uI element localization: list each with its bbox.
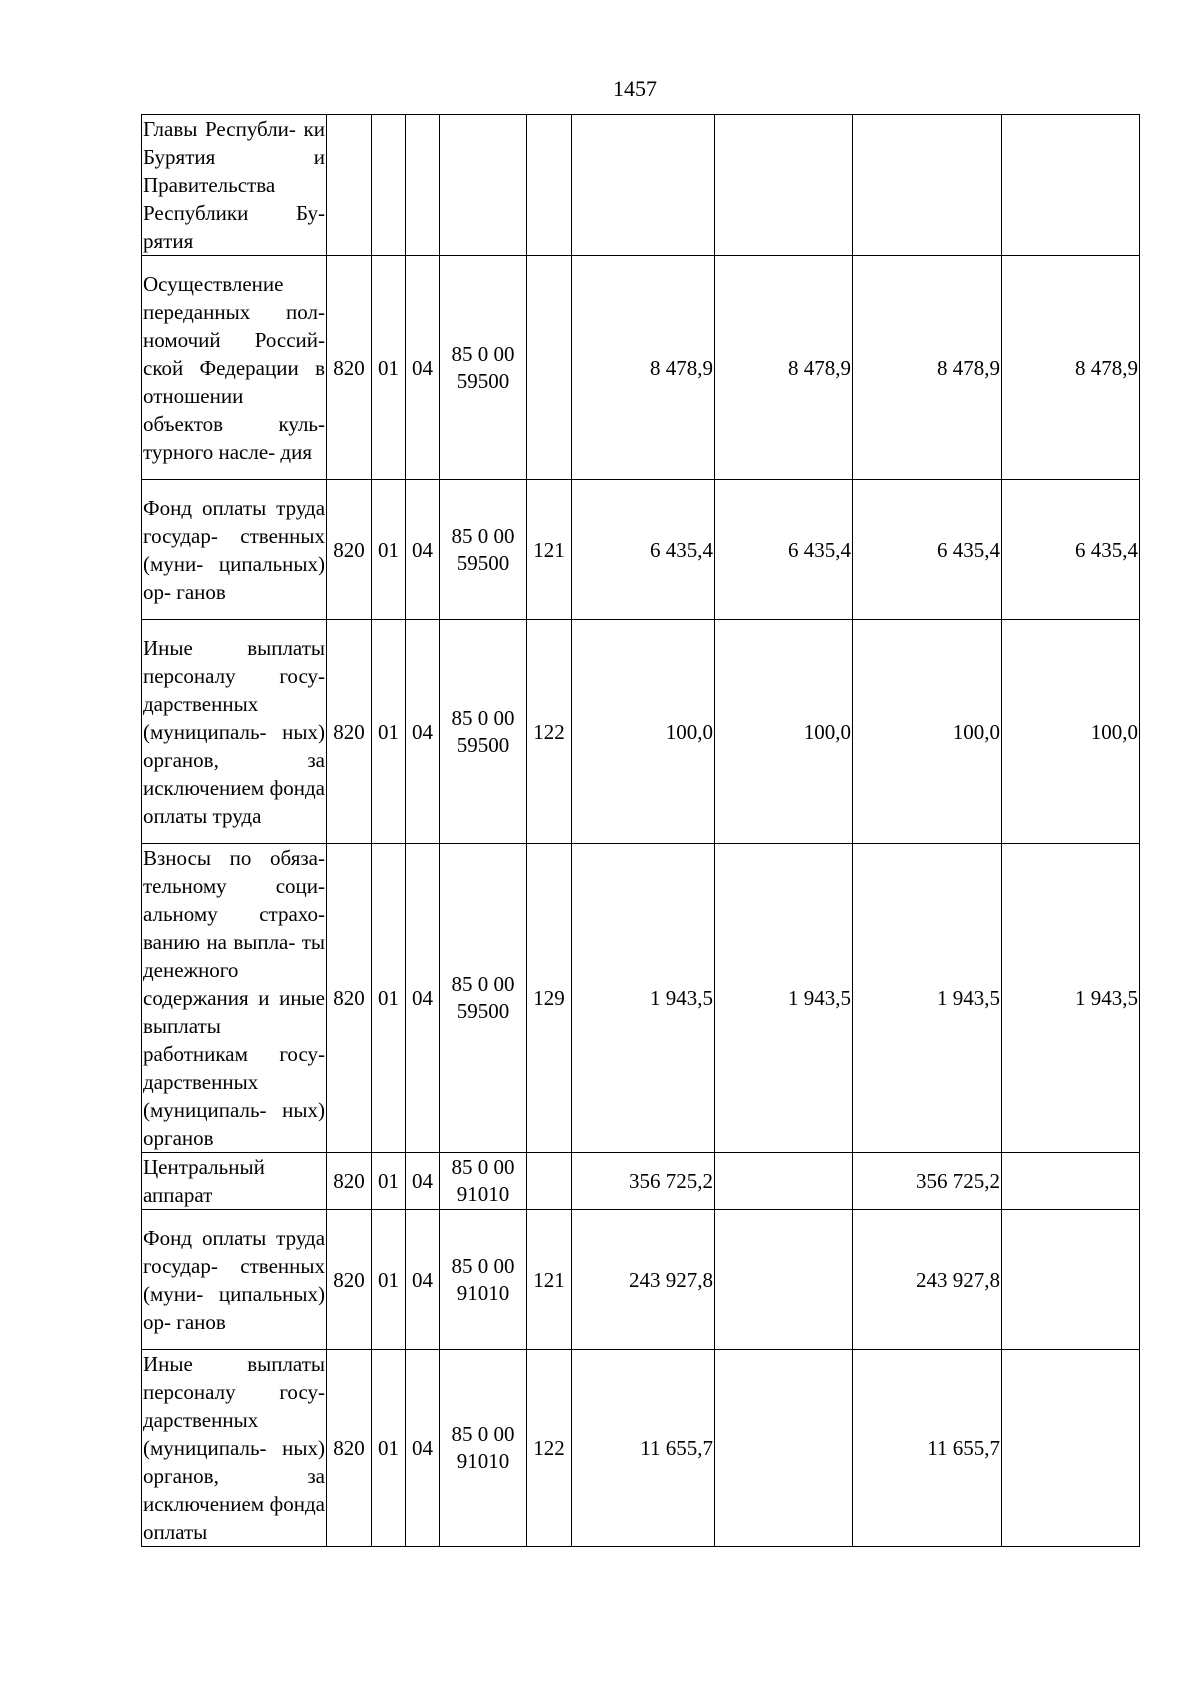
- expense-name-line: труда: [212, 803, 262, 828]
- expense-name-cell: [142, 115, 327, 256]
- section-code: 01: [378, 719, 399, 744]
- expense-name-line: (муниципаль-: [143, 1098, 267, 1122]
- amount-cell-1: [572, 256, 715, 480]
- amount-1: 100,0: [665, 719, 713, 744]
- expense-name-line: дарственных: [143, 691, 259, 716]
- amount-cell-2: [715, 1350, 853, 1547]
- table-row: [142, 1350, 1140, 1547]
- expense-name-line: иные выплаты: [143, 986, 325, 1038]
- amount-cell-2: [715, 115, 853, 256]
- amount-cell-4: [1002, 480, 1140, 620]
- expense-name-line: ственных (муни-: [143, 1253, 325, 1306]
- amount-cell-3: [853, 115, 1002, 256]
- amount-cell-4: [1002, 115, 1140, 256]
- table-row: [142, 1153, 1140, 1210]
- expense-type-cell: [527, 1153, 572, 1210]
- expense-name-line: Центральный: [143, 1155, 265, 1179]
- subsection-code: 04: [412, 1169, 433, 1193]
- amount-3: 100,0: [952, 719, 1000, 744]
- expense-name-line: работникам госу-: [143, 1042, 325, 1066]
- amount-2: 6 435,4: [788, 537, 851, 562]
- ministry-code: 820: [333, 986, 365, 1010]
- page-number: 1457: [613, 76, 657, 101]
- amount-4: 100,0: [1090, 719, 1138, 744]
- expense-name-line: аппарат: [143, 1183, 213, 1207]
- target-article-line: 85 0 00: [451, 705, 515, 730]
- section-code-cell: [372, 480, 406, 620]
- amount-cell-1: [572, 844, 715, 1153]
- ministry-code-cell: [327, 1153, 372, 1210]
- expense-name-cell: [142, 1350, 327, 1547]
- expense-name-line: ственных (муни-: [143, 523, 325, 576]
- expense-name-line: Взносы по обяза-: [143, 846, 325, 870]
- target-article-line: 59500: [456, 999, 510, 1023]
- section-code-cell: [372, 1350, 406, 1547]
- target-article-cell: [440, 1350, 527, 1547]
- expense-name-line: тельному соци-: [143, 874, 325, 898]
- expense-name-line: турного насле-: [143, 439, 276, 464]
- expense-name-line: Фонд оплаты: [143, 1225, 267, 1250]
- expense-name-line: ганов: [176, 579, 226, 604]
- amount-cell-1: [572, 1350, 715, 1547]
- amount-4: 6 435,4: [1075, 537, 1138, 562]
- amount-cell-1: [572, 1153, 715, 1210]
- expense-name-line: дия: [280, 439, 312, 464]
- amount-cell-2: [715, 256, 853, 480]
- amount-cell-4: [1002, 1350, 1140, 1547]
- section-code-cell: [372, 844, 406, 1153]
- subsection-code-cell: [406, 1350, 440, 1547]
- amount-cell-3: [853, 480, 1002, 620]
- expense-name-line: Иные выплаты: [143, 1352, 325, 1376]
- expense-name-line: ты денежного: [143, 930, 326, 982]
- subsection-code-cell: [406, 115, 440, 256]
- amount-cell-1: [572, 480, 715, 620]
- target-article-line: 91010: [456, 1280, 510, 1305]
- ministry-code: 820: [333, 355, 365, 380]
- amount-cell-1: [572, 115, 715, 256]
- expense-name-line: (муниципаль-: [143, 719, 267, 744]
- subsection-code-cell: [406, 1210, 440, 1350]
- expense-type-cell: [527, 620, 572, 844]
- expense-type-cell: [527, 1350, 572, 1547]
- amount-cell-1: [572, 620, 715, 844]
- expense-name-line: дарственных: [143, 1408, 259, 1432]
- section-code-cell: [372, 1210, 406, 1350]
- amount-cell-3: [853, 620, 1002, 844]
- section-code-cell: [372, 115, 406, 256]
- expense-name-line: (муниципаль-: [143, 1436, 267, 1460]
- amount-2: 1 943,5: [788, 986, 851, 1010]
- target-article-line: 85 0 00: [451, 523, 515, 548]
- expense-type-cell: [527, 256, 572, 480]
- table-row: [142, 480, 1140, 620]
- amount-cell-4: [1002, 844, 1140, 1153]
- subsection-code: 04: [412, 537, 433, 562]
- amount-cell-2: [715, 1210, 853, 1350]
- expense-type-cell: [527, 844, 572, 1153]
- ministry-code: 820: [333, 719, 365, 744]
- expense-name-line: ванию на выпла-: [143, 930, 296, 954]
- expense-name-line: содержания и: [143, 986, 270, 1010]
- amount-cell-2: [715, 844, 853, 1153]
- expense-name-line: ганов: [176, 1309, 226, 1334]
- target-article-line: 91010: [456, 1182, 510, 1206]
- amount-cell-3: [853, 256, 1002, 480]
- amount-1: 11 655,7: [640, 1436, 713, 1460]
- amount-cell-2: [715, 620, 853, 844]
- target-article-line: 59500: [456, 732, 510, 757]
- amount-4: 1 943,5: [1075, 986, 1138, 1010]
- expense-name-cell: [142, 256, 327, 480]
- amount-1: 243 927,8: [629, 1267, 713, 1292]
- expense-type-cell: [527, 1210, 572, 1350]
- table-row: [142, 620, 1140, 844]
- expense-name-line: персоналу госу-: [143, 663, 325, 688]
- amount-cell-3: [853, 1153, 1002, 1210]
- amount-cell-4: [1002, 1210, 1140, 1350]
- expense-name-line: рятия: [143, 229, 194, 253]
- table-body: [142, 115, 1140, 1547]
- expense-type-code: 122: [533, 1436, 565, 1460]
- expense-name-line: Главы Республи-: [143, 117, 296, 141]
- ministry-code-cell: [327, 115, 372, 256]
- expense-name-line: Осуществление: [143, 271, 284, 296]
- expense-name-line: Иные выплаты: [143, 635, 325, 660]
- amount-cell-3: [853, 1210, 1002, 1350]
- expense-name-line: в отношении: [143, 355, 326, 408]
- expense-name-line: фонда оплаты: [143, 1492, 325, 1544]
- expense-name-line: ципальных) ор-: [143, 1281, 325, 1334]
- section-code: 01: [378, 1267, 399, 1292]
- amount-2: 100,0: [803, 719, 851, 744]
- amount-cell-3: [853, 844, 1002, 1153]
- target-article-line: 85 0 00: [451, 972, 515, 996]
- expense-name-line: персоналу госу-: [143, 1380, 325, 1404]
- amount-cell-4: [1002, 620, 1140, 844]
- amount-1: 6 435,4: [650, 537, 713, 562]
- section-code: 01: [378, 1169, 399, 1193]
- amount-cell-4: [1002, 1153, 1140, 1210]
- amount-3: 243 927,8: [916, 1267, 1000, 1292]
- expense-name-line: Республики Бу-: [143, 201, 325, 225]
- expense-name-line: труда государ-: [143, 1225, 326, 1278]
- subsection-code-cell: [406, 1153, 440, 1210]
- amount-cell-4: [1002, 256, 1140, 480]
- target-article-cell: [440, 480, 527, 620]
- budget-table: [141, 114, 1140, 1547]
- subsection-code-cell: [406, 620, 440, 844]
- section-code-cell: [372, 620, 406, 844]
- expense-name-line: исключением: [143, 775, 265, 800]
- expense-type-code: 129: [533, 986, 565, 1010]
- ministry-code: 820: [333, 1436, 365, 1460]
- section-code-cell: [372, 1153, 406, 1210]
- subsection-code-cell: [406, 256, 440, 480]
- amount-3: 1 943,5: [937, 986, 1000, 1010]
- ministry-code-cell: [327, 256, 372, 480]
- expense-name-line: Фонд оплаты: [143, 495, 267, 520]
- amount-3: 8 478,9: [937, 355, 1000, 380]
- ministry-code: 820: [333, 1267, 365, 1292]
- ministry-code: 820: [333, 537, 365, 562]
- target-article-cell: [440, 1153, 527, 1210]
- expense-name-line: исключением: [143, 1492, 265, 1516]
- amount-1: 356 725,2: [629, 1169, 713, 1193]
- table-row: [142, 844, 1140, 1153]
- section-code-cell: [372, 256, 406, 480]
- ministry-code-cell: [327, 1350, 372, 1547]
- amount-2: 8 478,9: [788, 355, 851, 380]
- target-article-line: 85 0 00: [451, 1253, 515, 1278]
- amount-3: 356 725,2: [916, 1169, 1000, 1193]
- section-code: 01: [378, 1436, 399, 1460]
- target-article-line: 85 0 00: [451, 1422, 515, 1446]
- target-article-cell: [440, 1210, 527, 1350]
- amount-cell-2: [715, 480, 853, 620]
- amount-3: 11 655,7: [927, 1436, 1000, 1460]
- subsection-code: 04: [412, 355, 433, 380]
- table-row: [142, 256, 1140, 480]
- expense-name-line: объектов куль-: [143, 411, 325, 436]
- target-article-cell: [440, 256, 527, 480]
- expense-name-line: номочий Россий-: [143, 327, 325, 352]
- target-article-line: 85 0 00: [451, 1155, 515, 1179]
- subsection-code: 04: [412, 1436, 433, 1460]
- expense-name-line: ципальных) ор-: [143, 551, 325, 604]
- target-article-line: 85 0 00: [451, 341, 515, 366]
- subsection-code: 04: [412, 986, 433, 1010]
- expense-name-line: переданных пол-: [143, 299, 325, 324]
- expense-type-code: 121: [533, 1267, 565, 1292]
- target-article-line: 91010: [456, 1449, 510, 1473]
- ministry-code-cell: [327, 844, 372, 1153]
- expense-name-line: ных) органов: [143, 1098, 325, 1150]
- amount-cell-3: [853, 1350, 1002, 1547]
- expense-type-cell: [527, 115, 572, 256]
- target-article-line: 59500: [456, 550, 510, 575]
- target-article-cell: [440, 844, 527, 1153]
- table-row: [142, 115, 1140, 256]
- expense-name-line: ных) органов, за: [143, 1436, 325, 1488]
- expense-type-code: 121: [533, 537, 565, 562]
- expense-name-cell: [142, 480, 327, 620]
- target-article-cell: [440, 620, 527, 844]
- expense-name-cell: [142, 1210, 327, 1350]
- ministry-code-cell: [327, 620, 372, 844]
- amount-1: 1 943,5: [650, 986, 713, 1010]
- expense-name-cell: [142, 1153, 327, 1210]
- ministry-code: 820: [333, 1169, 365, 1193]
- expense-name-line: Правительства: [143, 173, 276, 197]
- expense-type-code: 122: [533, 719, 565, 744]
- expense-name-line: ки Бурятия и: [143, 117, 325, 169]
- amount-4: 8 478,9: [1075, 355, 1138, 380]
- amount-3: 6 435,4: [937, 537, 1000, 562]
- expense-type-cell: [527, 480, 572, 620]
- amount-1: 8 478,9: [650, 355, 713, 380]
- target-article-line: 59500: [456, 368, 510, 393]
- expense-name-line: ных) органов, за: [143, 719, 325, 772]
- expense-name-cell: [142, 844, 327, 1153]
- subsection-code: 04: [412, 719, 433, 744]
- expense-name-line: труда государ-: [143, 495, 326, 548]
- expense-name-line: дарственных: [143, 1070, 259, 1094]
- expense-name-line: ской Федерации: [143, 355, 299, 380]
- subsection-code-cell: [406, 480, 440, 620]
- amount-cell-1: [572, 1210, 715, 1350]
- target-article-cell: [440, 115, 527, 256]
- subsection-code-cell: [406, 844, 440, 1153]
- ministry-code-cell: [327, 1210, 372, 1350]
- amount-cell-2: [715, 1153, 853, 1210]
- table-row: [142, 1210, 1140, 1350]
- section-code: 01: [378, 537, 399, 562]
- expense-name-line: альному страхо-: [143, 902, 325, 926]
- expense-name-line: фонда оплаты: [143, 775, 325, 828]
- ministry-code-cell: [327, 480, 372, 620]
- section-code: 01: [378, 355, 399, 380]
- section-code: 01: [378, 986, 399, 1010]
- subsection-code: 04: [412, 1267, 433, 1292]
- expense-name-cell: [142, 620, 327, 844]
